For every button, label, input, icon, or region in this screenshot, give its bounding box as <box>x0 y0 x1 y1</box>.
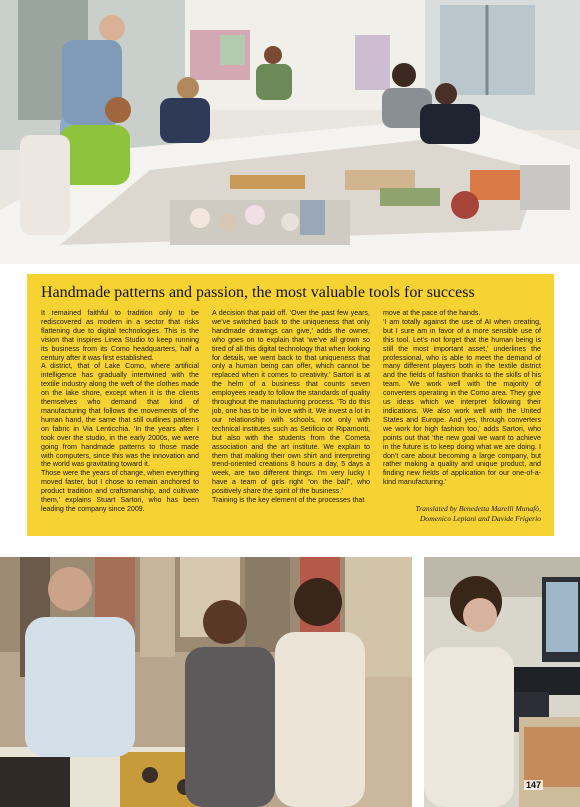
article-headline: Handmade patterns and passion, the most valuable tools for success <box>41 284 475 301</box>
page-number: 147 <box>526 780 542 790</box>
translation-credit <box>383 504 541 523</box>
article-paragraph: ‘I am totally against the use of AI when creating, but I sure am in favor of a more sensible use of this tool. Let’s not forget that the human being is still the most important asset,’ underlines the professional, who is able to meet the demand of many different players both in the textile district and the fields of fashion thanks to the skills of his team. ‘We work well with the majority of converters operating in the Como area. They give us ideas which we interpret following their indications. We also work well with the United States and Europe. And yes, through converters we work for high fashion too,’ adds Sartori, who points out that ‘the new goal we want to achieve in the future is to keep doing what we are doing. I don’t care about becoming a large company, but rather making a quality and unique product, and finding new fields of application for our one-of-a-kind manufacturing.’ <box>383 317 541 487</box>
article-paragraph: Those were the years of change, when everything moved faster, but I chose to remain anchored to product tradition and craftsmanship, and cultivate them,’ explains Stuart Sartori, who has been leading the company since 2009. <box>41 469 199 513</box>
translation-credit-line: Translated by Benedetta Marelli Munafò, <box>415 504 541 513</box>
article-paragraph: Training is the key element of the processes that <box>212 496 365 505</box>
team-reviewing-patterns-photo <box>0 557 412 807</box>
designer-at-computer-photo <box>424 557 580 807</box>
article-paragraph: It remained faithful to tradition only to be rediscovered as modern in a sector that risks flattening due to digital technologies. This is the vision that inspires Linea Studio to keep running its business from its Como headquarters, half a century after it was first established. <box>41 309 199 362</box>
studio-workshop-photo <box>0 0 580 264</box>
article-box <box>27 274 554 536</box>
article-paragraph: A decision that paid off. ‘Over the past few years, we’ve switched back to the uniqueness that only handmade drawings can give,’ adds the owner, who goes on to explain that ‘we’ve all grown so tired of all this digital technology that when looking for details, we went back to that uniqueness that only a human being can offer, which cannot be replaced when it comes to creativity.’ Sartori is at the helm of a business that counts seven employees ready to follow the standards of quality throughout the manufacturing process. ‘To do this job, one has to be in love with it. We invest a lot in our relationship with schools, not only with technical institutes such as Setificio or Ripamonti, but also with the students from the Cometa association and the art institute. We explain to them that making their own shirt and interpreting trend-oriented creations 8 hours a day, 5 days a week, are two different things. I’m very lucky I have a team of girls right “on the ball”, who positively share the spirit of the business.’ <box>212 309 370 496</box>
article-column-1 <box>41 309 199 514</box>
article-column-2 <box>212 309 370 505</box>
translation-credit-line: Domenico Lepiani and Davide Frigerio <box>419 513 541 523</box>
article-column-3 <box>383 309 541 487</box>
article-paragraph: move at the pace of the hands. <box>383 309 481 317</box>
article-paragraph: A district, that of Lake Como, where artificial intelligence has gradually intertwined with the textile industry along the weft of the clothes made on the lake shore, except when it is the clients themselves who demand that kind of manufacturing that follows the movements of the human hand, the same that still outlines patterns on fabric in Via Lenticchia. ‘In the years after I took over the studio, in the early 2000s, we were going from handmade patterns to those made with computers, since this was the innovation and the world was gravitating toward it. <box>41 362 199 469</box>
